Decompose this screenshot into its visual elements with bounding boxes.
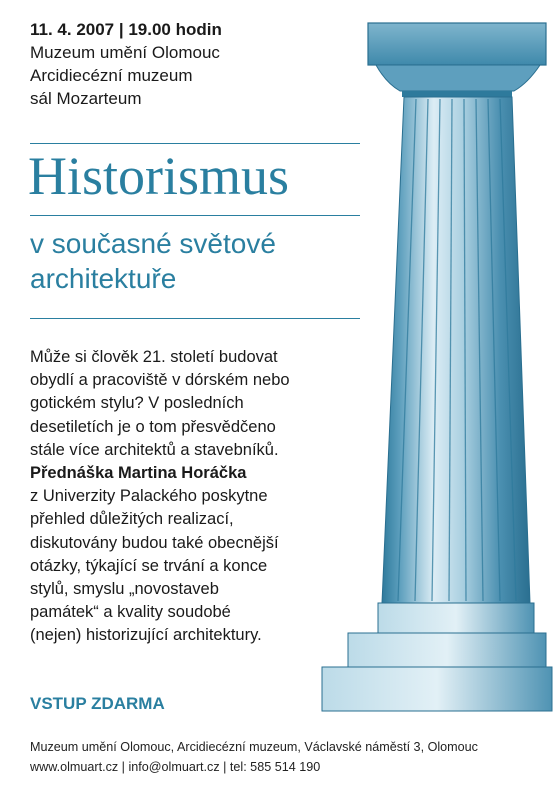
details-line: z Univerzity Palackého poskytne bbox=[30, 487, 268, 506]
intro-line: gotickém stylu? V posledních bbox=[30, 394, 244, 413]
footer bbox=[30, 737, 478, 777]
footer-contact: www.olmuart.cz | info@olmuart.cz | tel: 585 514 190 bbox=[30, 760, 321, 774]
details-line: otázky, týkající se trvání a konce bbox=[30, 556, 268, 575]
details-line: přehled důležitých realizací, bbox=[30, 510, 234, 529]
intro-line: stále více architektů a stavebníků. bbox=[30, 440, 279, 459]
title-bottom-rule bbox=[30, 318, 360, 319]
intro-line: obydlí a pracoviště v dórském nebo bbox=[30, 371, 290, 390]
title-middle-rule bbox=[30, 215, 360, 216]
event-date-time: 11. 4. 2007 | 19.00 hodin bbox=[30, 20, 222, 39]
free-admission-label: VSTUP ZDARMA bbox=[30, 694, 165, 713]
speaker-name: Přednáška Martina Horáčka bbox=[30, 464, 247, 483]
column-base-step-3 bbox=[322, 667, 552, 711]
intro-line: Může si člověk 21. století budovat bbox=[30, 348, 278, 366]
subtitle-line-2: architektuře bbox=[30, 263, 177, 294]
doric-column-illustration bbox=[318, 5, 554, 715]
poster-subtitle bbox=[30, 226, 276, 296]
subtitle-line-1: v současné světové bbox=[30, 228, 276, 259]
venue-line-1: Muzeum umění Olomouc bbox=[30, 43, 220, 62]
title-top-rule bbox=[30, 143, 360, 144]
details-line: stylů, smyslu „novostaveb bbox=[30, 580, 219, 599]
details-line: (nejen) historizující architektury. bbox=[30, 626, 262, 645]
poster-title: Historismus bbox=[28, 146, 290, 206]
event-header bbox=[30, 18, 222, 110]
venue-line-2: Arcidiecézní muzeum bbox=[30, 66, 193, 85]
footer-address: Muzeum umění Olomouc, Arcidiecézní muzeum, Václavské náměstí 3, Olomouc bbox=[30, 740, 478, 754]
intro-line: desetiletích je o tom přesvědčeno bbox=[30, 417, 276, 436]
details-line: diskutovány budou také obecnější bbox=[30, 533, 279, 552]
venue-line-3: sál Mozarteum bbox=[30, 89, 142, 108]
column-base-step-2 bbox=[348, 633, 546, 667]
column-necking bbox=[402, 91, 512, 97]
details-line: památek“ a kvality soudobé bbox=[30, 603, 231, 622]
column-abacus bbox=[368, 23, 546, 65]
lecture-description bbox=[30, 346, 350, 648]
column-base-step-1 bbox=[378, 603, 534, 633]
column-echinus bbox=[376, 65, 540, 91]
